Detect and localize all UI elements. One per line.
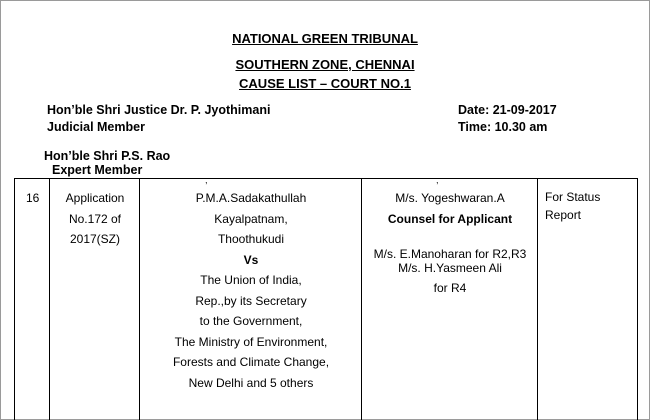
zone-title: SOUTHERN ZONE, CHENNAI bbox=[235, 57, 415, 72]
ornament-dot: , bbox=[205, 175, 208, 185]
serial-number: 16 bbox=[26, 191, 40, 205]
remarks-line: For Status bbox=[545, 190, 601, 204]
col-divider-1 bbox=[49, 178, 50, 420]
applicant-counsel: M/s. Yogeshwaran.A bbox=[395, 191, 505, 205]
expert-member-role: Expert Member bbox=[52, 163, 143, 177]
party-line: The Union of India, bbox=[200, 273, 302, 287]
expert-member-name: Hon’ble Shri P.S. Rao bbox=[44, 149, 171, 163]
case-number-line: Application bbox=[65, 191, 125, 205]
case-number-line: 2017(SZ) bbox=[69, 232, 121, 246]
table-left-border bbox=[14, 178, 15, 420]
cause-list-title: CAUSE LIST – COURT NO.1 bbox=[239, 76, 411, 91]
respondent-counsel-line: M/s. H.Yasmeen Ali bbox=[398, 260, 502, 275]
judicial-member-name: Hon’ble Shri Justice Dr. P. Jyothimani bbox=[47, 103, 271, 117]
applicant-counsel-label: Counsel for Applicant bbox=[387, 211, 513, 226]
col-divider-3 bbox=[361, 178, 362, 420]
party-line: Forests and Climate Change, bbox=[172, 355, 330, 369]
respondent-counsel-line: for R4 bbox=[433, 281, 467, 295]
table-top-border bbox=[14, 178, 638, 179]
respondent-counsel-line: M/s. E.Manoharan for R2,R3 bbox=[373, 247, 527, 261]
versus-label: Vs bbox=[243, 252, 259, 267]
case-number-line: No.172 of bbox=[68, 211, 122, 226]
party-line: P.M.A.Sadakathullah bbox=[195, 191, 307, 205]
case-number-cell bbox=[54, 188, 136, 250]
party-line: Rep.,by its Secretary bbox=[195, 293, 307, 308]
table-right-border bbox=[637, 178, 638, 420]
col-divider-4 bbox=[537, 178, 538, 420]
remarks-line: Report bbox=[545, 208, 582, 222]
party-line: New Delhi and 5 others bbox=[188, 375, 314, 390]
parties-cell bbox=[142, 188, 360, 393]
counsel-cell bbox=[364, 188, 536, 299]
tribunal-title: NATIONAL GREEN TRIBUNAL bbox=[232, 31, 418, 46]
judicial-member-role: Judicial Member bbox=[47, 120, 145, 134]
party-line: to the Government, bbox=[199, 314, 303, 328]
party-line: The Ministry of Environment, bbox=[174, 334, 328, 349]
hearing-time: Time: 10.30 am bbox=[458, 120, 548, 134]
party-line: Thoothukudi bbox=[217, 232, 285, 246]
remarks-cell bbox=[545, 188, 635, 224]
col-divider-2 bbox=[139, 178, 140, 420]
party-line: Kayalpatnam, bbox=[214, 211, 288, 226]
hearing-date: Date: 21-09-2017 bbox=[458, 103, 557, 117]
ornament-dot: , bbox=[436, 175, 439, 185]
